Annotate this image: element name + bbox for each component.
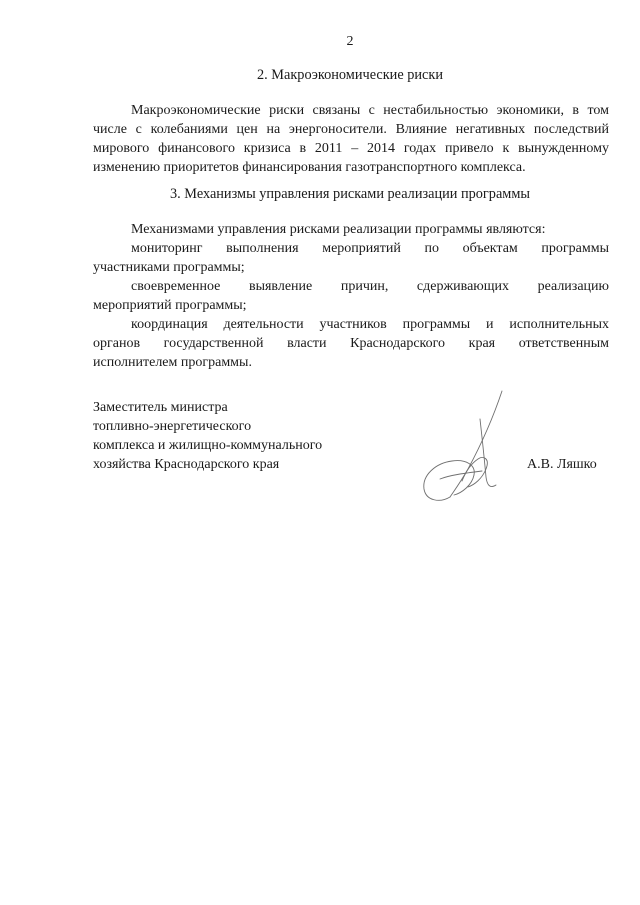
list-item-line: участниками программы; [93,260,245,275]
list-item-line: мероприятий программы; [93,298,247,313]
position-line: комплекса и жилищно-коммунального [93,438,323,453]
section-2-heading: 2. Макроэкономические риски [257,67,443,83]
signatory-position [93,398,322,474]
list-item-line: своевременное выявление причин, сдерживающих реализацию [131,279,609,294]
paragraph-line: Макроэкономические риски связаны с нестабильностью экономики, в том [131,103,609,118]
paragraph-line: Механизмами управления рисками реализации программы являются: [131,222,546,237]
position-line: топливно-энергетического [93,419,252,434]
list-item-line: мониторинг выполнения мероприятий по объектам программы [131,241,609,256]
position-line: хозяйства Краснодарского края [93,457,280,472]
paragraph-line: изменению приоритетов финансирования газотранспортного комплекса. [93,160,526,175]
section-2-paragraph [93,101,609,177]
list-item-line: исполнителем программы. [93,355,252,370]
position-line: Заместитель министра [93,400,228,415]
section-3-heading: 3. Механизмы управления рисками реализации программы [170,186,530,202]
signatory-name: А.В. Ляшко [527,457,597,472]
list-item-line: органов государственной власти Краснодарского края ответственным [93,336,609,351]
paragraph-line: мирового финансового кризиса в 2011 – 2014 годах привело к вынужденному [93,141,609,156]
paragraph-line: числе с колебаниями цен на энергоносители. Влияние негативных последствий [93,122,609,137]
handwritten-signature [410,385,530,515]
section-3-paragraph [93,220,609,372]
page-number: 2 [346,34,354,49]
list-item-line: координация деятельности участников программы и исполнительных [131,317,609,332]
